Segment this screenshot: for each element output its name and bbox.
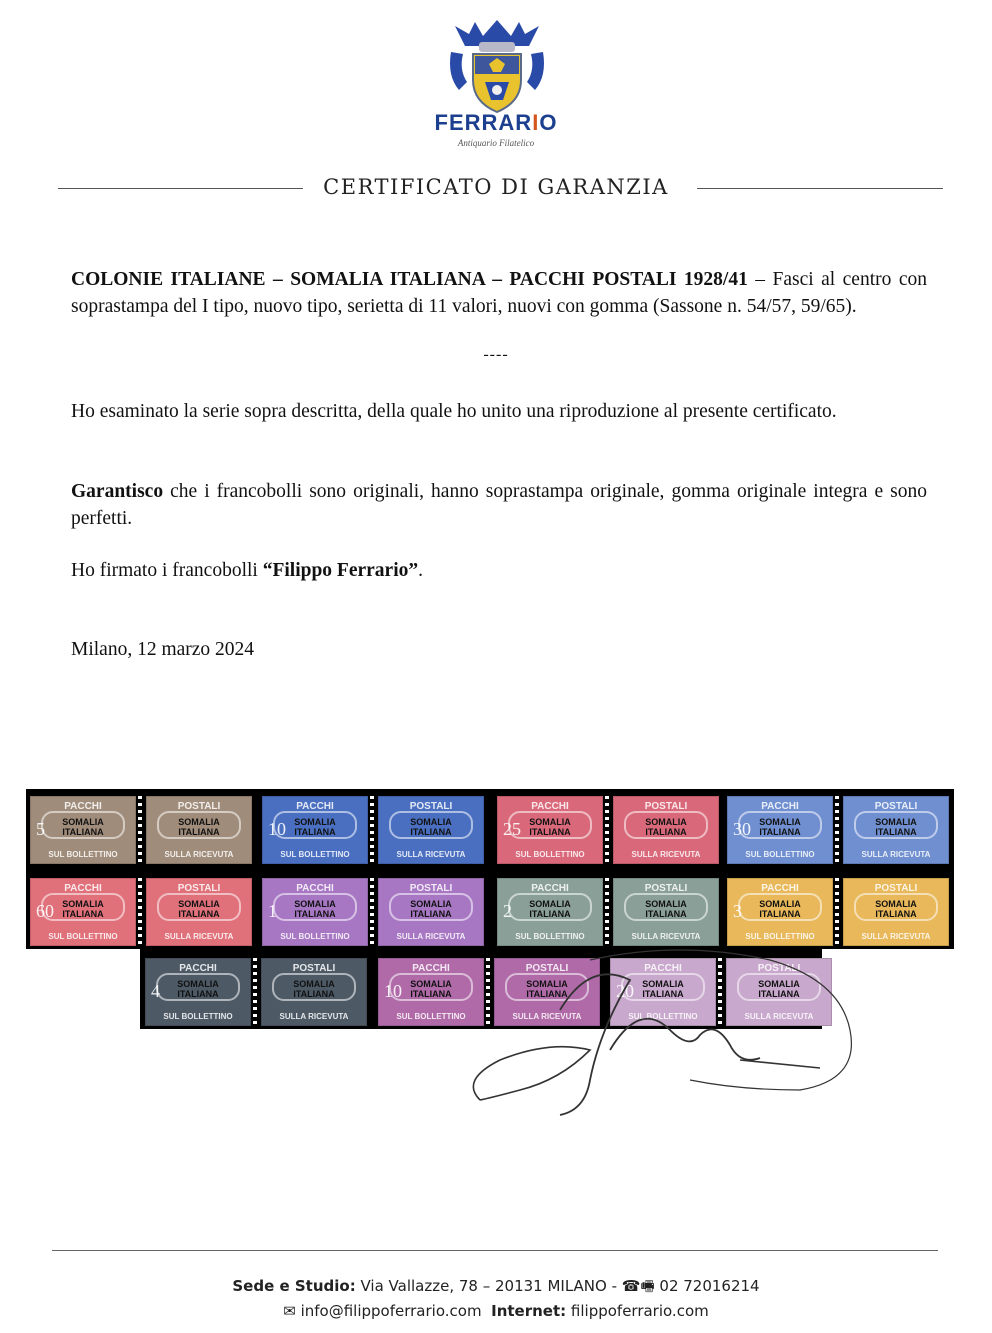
stamp-5-right [146,878,252,946]
stamp-6-left [262,878,368,946]
stamp-overprint: SOMALIA ITALIANA [410,979,452,999]
stamp-overprint: SOMALIA ITALIANA [178,899,220,919]
stamp-perforation [370,878,374,944]
stamp-overprint: SOMALIA ITALIANA [293,979,335,999]
footer-rule [52,1250,938,1251]
stamp-2-right [378,796,484,864]
stamp-value: 3 [733,901,742,921]
stamp-overprint: SOMALIA ITALIANA [529,817,571,837]
stamp-bottom-text: SUL BOLLETTINO [48,932,118,941]
stamp-value: 5 [36,819,45,839]
stamp-overprint: SOMALIA ITALIANA [645,899,687,919]
stamp-top-text: PACCHI [531,801,569,812]
stamp-bottom-text: SUL BOLLETTINO [280,932,350,941]
stamp-bottom-text: SULLA RICEVUTA [744,1012,814,1021]
stamp-value: 25 [503,819,521,839]
stamp-top-text: POSTALI [409,801,453,812]
stamp-top-text: POSTALI [874,801,918,812]
stamp-overprint: SOMALIA ITALIANA [410,899,452,919]
stamp-9-right [261,958,367,1026]
coat-of-arms-logo [445,16,549,116]
stamp-bottom-text: SULLA RICEVUTA [279,1012,349,1021]
stamp-top-text: PACCHI [296,801,334,812]
website-link[interactable]: filippoferrario.com [566,1302,709,1320]
stamp-bottom-text: SULLA RICEVUTA [631,932,701,941]
description-text: – Fasci al centro con soprastampa del I tipo, nuovo tipo, serietta di 11 valori, nuovi con gomma (Sassone n. 54/57, 59/65). [71,269,927,317]
handwritten-signature [440,940,870,1130]
stamp-bottom-text: SULLA RICEVUTA [164,850,234,859]
stamp-overprint: SOMALIA ITALIANA [759,817,801,837]
stamp-overprint: SOMALIA ITALIANA [410,817,452,837]
stamp-value: 2 [503,901,512,921]
stamp-1-right [146,796,252,864]
guarantee-text: che i francobolli sono originali, hanno soprastampa originale, gomma originale integra e sono perfetti. [71,481,927,529]
stamp-top-text: PACCHI [412,963,450,974]
stamp-top-text: PACCHI [761,883,799,894]
stamp-perforation [253,958,257,1024]
stamp-bottom-text: SUL BOLLETTINO [628,1012,698,1021]
stamp-bottom-text: SULLA RICEVUTA [861,932,931,941]
stamp-6-right [378,878,484,946]
stamp-top-text: PACCHI [296,883,334,894]
stamp-perforation [605,878,609,944]
stamp-perforation [370,796,374,862]
stamp-value: 10 [268,819,286,839]
guarantee-paragraph [71,478,927,532]
stamp-top-text: POSTALI [644,801,688,812]
stamp-bottom-text: SULLA RICEVUTA [396,932,466,941]
stamp-bottom-text: SULLA RICEVUTA [631,850,701,859]
brand-wordmark: FERRARIO [434,110,558,135]
stamp-2-left [262,796,368,864]
stamp-overprint: SOMALIA ITALIANA [177,979,219,999]
stamp-value: 20 [616,981,634,1001]
stamp-bottom-text: SUL BOLLETTINO [396,1012,466,1021]
stamp-top-text: PACCHI [644,963,682,974]
stamp-bottom-text: SULLA RICEVUTA [396,850,466,859]
stamp-top-text: PACCHI [179,963,217,974]
stamp-top-text: PACCHI [64,883,102,894]
stamp-7-right [613,878,719,946]
stamp-bottom-text: SUL BOLLETTINO [515,850,585,859]
stamp-overprint: SOMALIA ITALIANA [875,817,917,837]
stamp-8-right [843,878,949,946]
stamp-4-left [727,796,833,864]
signature-name: “Filippo Ferrario” [262,560,419,581]
stamp-value: 1 [268,901,277,921]
stamp-9-left [145,958,251,1026]
stamp-perforation [138,796,142,862]
stamp-overprint: SOMALIA ITALIANA [645,817,687,837]
description-paragraph [71,266,927,320]
description-title: COLONIE ITALIANE – SOMALIA ITALIANA – PACCHI POSTALI 1928/41 [71,269,748,290]
stamp-7-left [497,878,603,946]
stamp-3-right [613,796,719,864]
brand-tagline: Antiquario Filatelico [457,138,535,148]
stamp-top-text: PACCHI [761,801,799,812]
stamp-perforation [835,878,839,944]
stamp-top-text: POSTALI [177,883,221,894]
stamp-overprint: SOMALIA ITALIANA [294,817,336,837]
stamp-bottom-text: SUL BOLLETTINO [515,932,585,941]
stamp-overprint: SOMALIA ITALIANA [759,899,801,919]
guarantee-keyword: Garantisco [71,481,164,502]
stamp-bottom-text: SUL BOLLETTINO [163,1012,233,1021]
stamp-8-left [727,878,833,946]
stamp-bottom-text: SUL BOLLETTINO [745,850,815,859]
stamp-top-text: PACCHI [531,883,569,894]
stamp-5-left [30,878,136,946]
stamp-3-left [497,796,603,864]
stamp-bottom-text: SUL BOLLETTINO [745,932,815,941]
stamp-1-left [30,796,136,864]
stamp-overprint: SOMALIA ITALIANA [758,979,800,999]
place-date: Milano, 12 marzo 2024 [71,639,255,660]
signature-paragraph: Ho firmato i francobolli “Filippo Ferrario”. [71,560,424,581]
stamp-overprint: SOMALIA ITALIANA [875,899,917,919]
stamp-top-text: POSTALI [525,963,569,974]
stamp-overprint: SOMALIA ITALIANA [62,899,104,919]
stamp-bottom-text: SULLA RICEVUTA [164,932,234,941]
stamp-overprint: SOMALIA ITALIANA [529,899,571,919]
stamp-value: 30 [733,819,751,839]
stamp-top-text: POSTALI [177,801,221,812]
envelope-icon: ✉ [283,1302,296,1320]
stamp-top-text: POSTALI [292,963,336,974]
stamp-bottom-text: SUL BOLLETTINO [48,850,118,859]
stamp-perforation [835,796,839,862]
stamp-bottom-text: SULLA RICEVUTA [861,850,931,859]
stamp-value: 10 [384,981,402,1001]
examination-paragraph: Ho esaminato la serie sopra descritta, della quale ho unito una riproduzione al presente certificato. [71,401,837,422]
stamp-overprint: SOMALIA ITALIANA [62,817,104,837]
separator: ---- [483,346,509,363]
stamp-overprint: SOMALIA ITALIANA [642,979,684,999]
stamp-top-text: POSTALI [644,883,688,894]
footer-contacts: ✉ info@filippoferrario.com Internet: filippoferrario.com [283,1302,709,1320]
stamp-4-right [843,796,949,864]
stamp-perforation [605,796,609,862]
stamp-top-text: POSTALI [874,883,918,894]
stamp-value: 4 [151,981,160,1001]
stamp-top-text: POSTALI [757,963,801,974]
stamp-overprint: SOMALIA ITALIANA [178,817,220,837]
stamp-top-text: POSTALI [409,883,453,894]
email-link[interactable]: info@filippoferrario.com [295,1302,482,1320]
stamp-top-text: PACCHI [64,801,102,812]
stamp-bottom-text: SULLA RICEVUTA [512,1012,582,1021]
footer-address: Sede e Studio: Via Vallazze, 78 – 20131 MILANO - ☎🖷 02 72016214 [232,1277,760,1295]
stamp-overprint: SOMALIA ITALIANA [526,979,568,999]
stamp-overprint: SOMALIA ITALIANA [294,899,336,919]
stamp-perforation [138,878,142,944]
stamp-value: 60 [36,901,54,921]
stamp-bottom-text: SUL BOLLETTINO [280,850,350,859]
certificate-heading: CERTIFICATO DI GARANZIA [323,175,669,199]
